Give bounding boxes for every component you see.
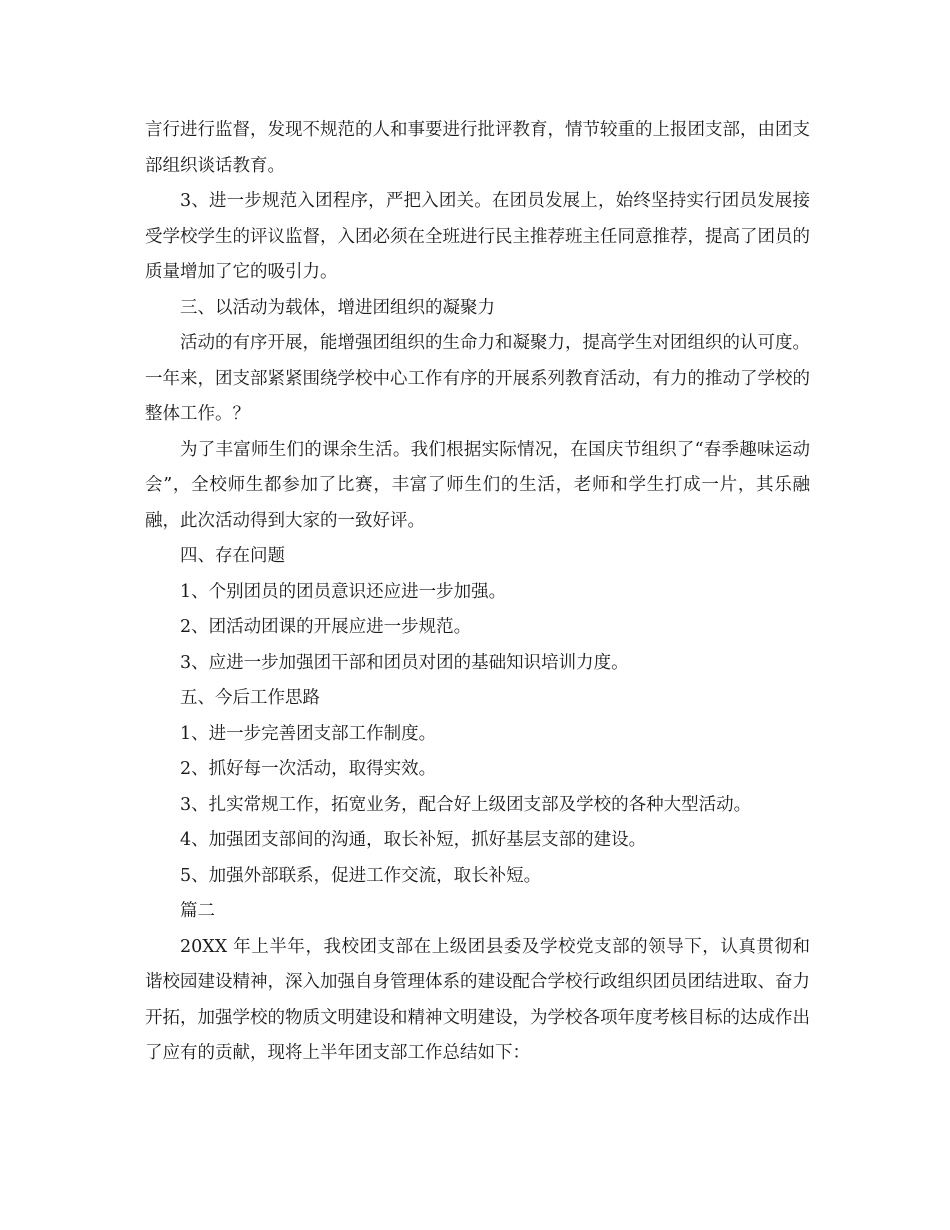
list-item: 1、进一步完善团支部工作制度。 [180,723,437,744]
section-heading-3: 三、以活动为载体，增进团组织的凝聚力 [180,297,495,318]
paragraph-1: 3、进一步规范入团程序，严把入团关。在团员发展上，始终坚持实行团员发展接受学校学生的评议监督，入团必须在全班进行民主推荐班主任同意推荐，提高了团员的质量增加了它的吸引力。 [145,191,810,282]
list-item: 3、扎实常规工作，拓宽业务，配合好上级团支部及学校的各种大型活动。 [180,794,752,815]
paragraph-3: 活动的有序开展，能增强团组织的生命力和凝聚力，提高学生对团组织的认可度。一年来，团支部紧紧围绕学校中心工作有序的开展系列教育活动，有力的推动了学校的整体工作。？ [145,333,810,424]
list-item: 1、个别团员的团员意识还应进一步加强。 [180,581,507,602]
section-heading-5: 五、今后工作思路 [180,688,320,708]
paragraph-4: 为了丰富师生们的课余生活。我们根据实际情况，在国庆节组织了“春季趣味运动会”，全校师生都参加了比赛，丰富了师生们的生活，老师和学生打成一片，其乐融融，此次活动得到大家的一致好评。 [145,439,810,531]
list-item: 4、加强团支部间的沟通，取长补短，抓好基层支部的建设。 [180,830,647,850]
section-heading-4: 四、存在问题 [180,546,285,566]
list-item: 3、应进一步加强团干部和团员对团的基础知识培训力度。 [180,652,629,673]
list-item: 2、团活动团课的开展应进一步规范。 [180,617,472,637]
document-body [145,113,810,1072]
paragraph-16: 20XX 年上半年，我校团支部在上级团县委及学校党支部的领导下，认真贯彻和谐校园建设精神，深入加强自身管理体系的建设配合学校行政组织团员团结进取、奋力开拓，加强学校的物质文明建设和精神文明建设，为学校各项年度考核目标的达成作出了应有的贡献，现将上半年团支部工作总结如下： [145,936,810,1063]
paragraph-0: 言行进行监督，发现不规范的人和事要进行批评教育，情节较重的上报团支部，由团支部组织谈话教育。 [145,120,810,176]
part-heading: 篇二 [180,901,215,921]
list-item: 2、抓好每一次活动，取得实效。 [180,759,437,779]
list-item: 5、加强外部联系，促进工作交流，取长补短。 [180,865,542,886]
